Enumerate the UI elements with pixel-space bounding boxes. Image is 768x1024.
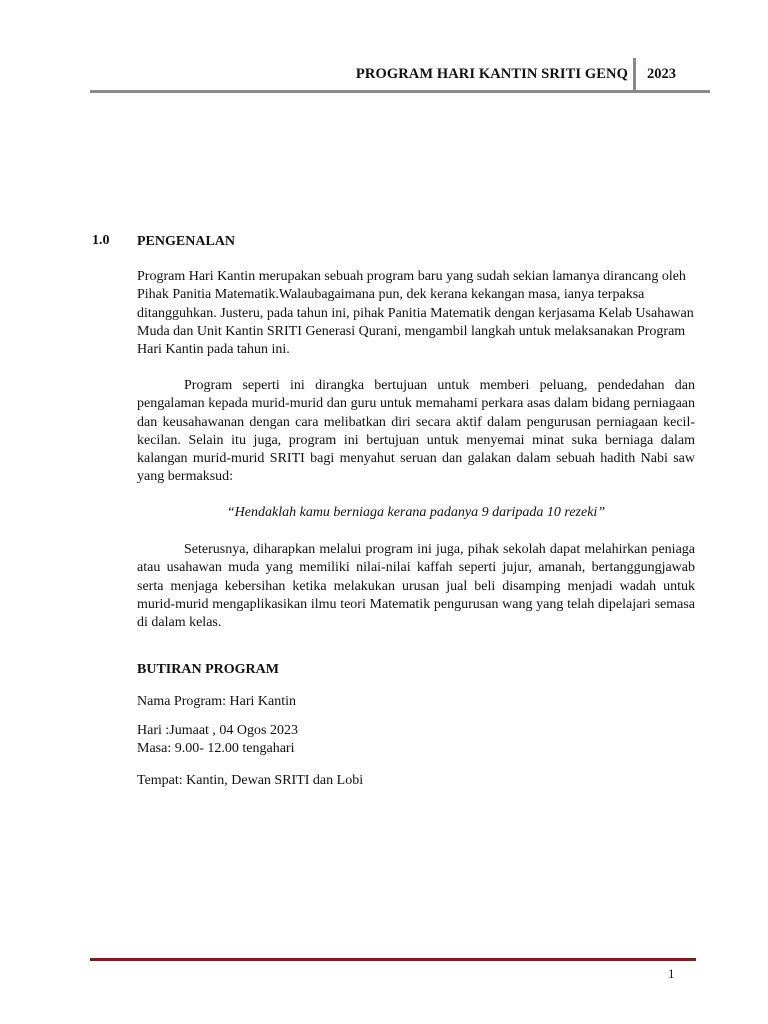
header-year: 2023 — [647, 66, 676, 82]
header-title: PROGRAM HARI KANTIN SRITI GENQ — [355, 66, 628, 82]
footer-rule — [90, 958, 696, 961]
page-number: 1 — [668, 966, 675, 981]
hadith-quote: “Hendaklah kamu berniaga kerana padanya 9 daripada 10 rezeki” — [226, 505, 606, 520]
intro-paragraph-3: Seterusnya, diharapkan melalui program ini juga, pihak sekolah dapat melahirkan peniaga atau usahawan muda yang memiliki nilai-nilai kaffah seperti jujur, amanah, bertanggungjawab serta menjaga kebersihan ketika melakukan urusan jual beli disamping menjadi wadah untuk murid-murid mengaplikasikan ilmu teori Matematik pengurusan wang yang telah dipelajari semasa di dalam kelas. — [137, 542, 695, 631]
program-day: Hari :Jumaat , 04 Ogos 2023 — [137, 723, 298, 738]
intro-paragraph-2: Program seperti ini dirangka bertujuan untuk memberi peluang, pendedahan dan pengalaman kepada murid-murid dan guru untuk memahami perkara asas dalam bidang perniagaan dan keusahawanan dengan cara melibatkan diri secara aktif dalam pengurusan perniagaan kecil-kecilan. Selain itu juga, program ini bertujuan untuk menyemai minat suka berniaga dalam kalangan murid-murid SRITI bagi menyahut seruan dan galakan dalam sebuah hadith Nabi saw yang bermaksud: — [137, 378, 695, 485]
section-number: 1.0 — [92, 233, 110, 248]
program-time: Masa: 9.00- 12.00 tengahari — [137, 741, 295, 756]
details-title: BUTIRAN PROGRAM — [137, 662, 279, 677]
program-name: Nama Program: Hari Kantin — [137, 694, 297, 709]
header-separator — [633, 58, 636, 90]
section-title: PENGENALAN — [137, 234, 236, 249]
page-header — [90, 58, 710, 93]
program-place: Tempat: Kantin, Dewan SRITI dan Lobi — [137, 773, 364, 788]
intro-paragraph-1: Program Hari Kantin merupakan sebuah program baru yang sudah sekian lamanya dirancang oleh Pihak Panitia Matematik.Walaubagaimana pun, dek kerana kekangan masa, ianya terpaksa ditangguhkan. Justeru, pada tahun ini, pihak Panitia Matematik dengan kerjasama Kelab Usahawan Muda dan Unit Kantin SRITI Generasi Qurani, mengambil langkah untuk melaksanakan Program Hari Kantin pada tahun ini. — [137, 269, 694, 358]
